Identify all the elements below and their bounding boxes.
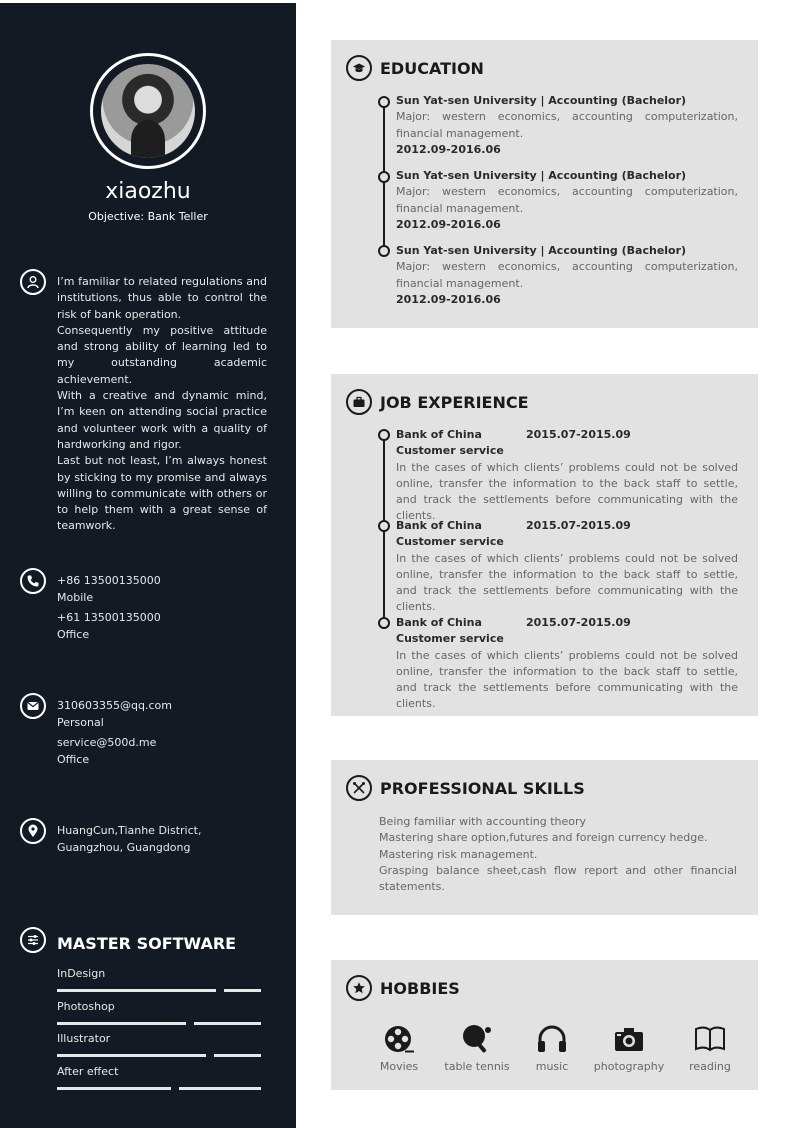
company: Bank of China bbox=[396, 428, 482, 441]
company: Bank of China bbox=[396, 616, 482, 629]
period: 2015.07-2015.09 bbox=[526, 428, 631, 441]
period: 2015.07-2015.09 bbox=[526, 616, 631, 629]
software-name: InDesign bbox=[57, 967, 106, 980]
about-paragraph: With a creative and dynamic mind, I’m keen on attending social practice and volunteer work with a quality of hardworking and rigor. bbox=[57, 389, 267, 451]
education-title: EDUCATION bbox=[380, 58, 484, 78]
phone-office[interactable]: +61 13500135000 bbox=[57, 611, 161, 624]
hobby-reading bbox=[687, 1024, 733, 1073]
email-office-label: Office bbox=[57, 752, 90, 766]
sliders-icon bbox=[20, 927, 46, 953]
email-personal[interactable]: 310603355@qq.com bbox=[57, 699, 172, 712]
company: Bank of China bbox=[396, 519, 482, 532]
job-description: In the cases of which clients’ problems could not be solved online, transfer the information to the back staff to settle, and track the settlements before communicating with the clients. bbox=[396, 551, 738, 614]
software-item bbox=[57, 1000, 261, 1025]
hobby-label: music bbox=[535, 1060, 569, 1073]
hobbies-header bbox=[346, 975, 460, 1001]
education-section bbox=[331, 40, 758, 328]
phone-mobile[interactable]: +86 13500135000 bbox=[57, 574, 161, 587]
job-entry bbox=[396, 615, 738, 713]
major: Major: western economics, accounting computerization, financial management. bbox=[396, 260, 738, 290]
timeline-dot bbox=[378, 429, 390, 441]
about-paragraph: Consequently my positive attitude and strong ability of learning led to my outstanding academic achievement. bbox=[57, 323, 267, 386]
ping-pong-icon bbox=[461, 1024, 493, 1054]
job-entry bbox=[396, 427, 738, 525]
avatar-ring bbox=[90, 53, 206, 169]
film-reel-icon bbox=[383, 1024, 415, 1054]
software-item bbox=[57, 1065, 261, 1090]
skill-line: Mastering share option,futures and foreign currency hedge. bbox=[379, 831, 708, 845]
job-header bbox=[346, 389, 529, 415]
skills-header bbox=[346, 775, 585, 801]
camera-icon bbox=[613, 1024, 645, 1054]
software-title: MASTER SOFTWARE bbox=[57, 934, 237, 953]
phone-icon bbox=[20, 568, 46, 594]
job-description: In the cases of which clients’ problems could not be solved online, transfer the information to the back staff to settle, and track the settlements before communicating with the clients. bbox=[396, 648, 738, 711]
role: Customer service bbox=[396, 632, 504, 646]
hobby-music bbox=[534, 1024, 570, 1073]
job-section bbox=[331, 374, 758, 716]
email-office[interactable]: service@500d.me bbox=[57, 736, 157, 749]
hobbies-section bbox=[331, 960, 758, 1090]
software-level-bar bbox=[57, 1054, 261, 1057]
hobby-label: table tennis bbox=[444, 1060, 510, 1073]
mail-icon bbox=[20, 693, 46, 719]
tools-icon bbox=[346, 775, 372, 801]
graduation-cap-icon bbox=[346, 55, 372, 81]
email-personal-label: Personal bbox=[57, 715, 104, 729]
about-paragraph: Last but not least, I’m always honest by sticking to my promise and always willing to communicate with others or to help them with a great sense of teamwork. bbox=[57, 454, 267, 533]
education-header bbox=[346, 55, 484, 81]
phone-mobile-label: Mobile bbox=[57, 590, 94, 604]
hobby-photography bbox=[593, 1024, 665, 1073]
hobbies-title: HOBBIES bbox=[380, 978, 460, 998]
about-paragraph: I’m familiar to related regulations and institutions, thus able to control the risk of bank operation. bbox=[57, 275, 267, 321]
software-level-bar bbox=[57, 1087, 261, 1090]
job-description: In the cases of which clients’ problems could not be solved online, transfer the information to the back staff to settle, and track the settlements before communicating with the clients. bbox=[396, 460, 738, 523]
skill-line: Being familiar with accounting theory bbox=[379, 815, 587, 828]
education-entry bbox=[396, 243, 738, 308]
phone-block bbox=[57, 573, 161, 643]
profile-summary bbox=[57, 274, 267, 535]
hobby-movies bbox=[379, 1024, 419, 1073]
address-block bbox=[57, 823, 269, 856]
software-item bbox=[57, 1032, 261, 1057]
timeline-dot bbox=[378, 96, 390, 108]
profile-name: xiaozhu bbox=[105, 179, 191, 204]
email-block bbox=[57, 698, 172, 768]
job-title: JOB EXPERIENCE bbox=[380, 392, 529, 412]
phone-office-label: Office bbox=[57, 627, 90, 641]
person-icon bbox=[20, 269, 46, 295]
software-name: Photoshop bbox=[57, 1000, 115, 1013]
software-item bbox=[57, 967, 261, 992]
period: 2012.09-2016.06 bbox=[396, 292, 501, 306]
skills-list bbox=[379, 814, 737, 895]
period: 2012.09-2016.06 bbox=[396, 217, 501, 231]
profile-objective: Objective: Bank Teller bbox=[88, 210, 208, 223]
location-pin-icon bbox=[20, 818, 46, 844]
major: Major: western economics, accounting computerization, financial management. bbox=[396, 185, 738, 215]
role: Customer service bbox=[396, 535, 504, 549]
role: Customer service bbox=[396, 444, 504, 458]
hobby-table-tennis bbox=[444, 1024, 510, 1073]
star-icon bbox=[346, 975, 372, 1001]
software-level-bar bbox=[57, 1022, 261, 1025]
education-entry bbox=[396, 168, 738, 233]
education-entry bbox=[396, 93, 738, 158]
timeline-dot bbox=[378, 520, 390, 532]
briefcase-icon bbox=[346, 389, 372, 415]
period: 2012.09-2016.06 bbox=[396, 142, 501, 156]
software-name: Illustrator bbox=[57, 1032, 111, 1045]
skill-line: Mastering risk management. bbox=[379, 847, 538, 861]
hobby-label: photography bbox=[593, 1060, 665, 1073]
timeline-dot bbox=[378, 245, 390, 257]
school-name: Sun Yat-sen University | Accounting (Bachelor) bbox=[396, 244, 687, 257]
book-icon bbox=[694, 1024, 726, 1054]
headphones-icon bbox=[536, 1024, 568, 1054]
period: 2015.07-2015.09 bbox=[526, 519, 631, 532]
skills-section bbox=[331, 760, 758, 915]
skills-title: PROFESSIONAL SKILLS bbox=[380, 778, 585, 798]
timeline-dot bbox=[378, 171, 390, 183]
school-name: Sun Yat-sen University | Accounting (Bachelor) bbox=[396, 169, 687, 182]
software-level-bar bbox=[57, 989, 261, 992]
hobby-label: Movies bbox=[379, 1060, 419, 1073]
address: HuangCun,Tianhe District, Guangzhou, Guangdong bbox=[57, 824, 202, 854]
software-name: After effect bbox=[57, 1065, 119, 1078]
major: Major: western economics, accounting computerization, financial management. bbox=[396, 110, 738, 140]
hobby-label: reading bbox=[689, 1060, 731, 1073]
skill-line: Grasping balance sheet,cash flow report and other financial statements. bbox=[379, 863, 737, 894]
avatar bbox=[101, 64, 195, 158]
sidebar bbox=[0, 3, 296, 1128]
school-name: Sun Yat-sen University | Accounting (Bachelor) bbox=[396, 94, 687, 107]
timeline-dot bbox=[378, 617, 390, 629]
job-entry bbox=[396, 518, 738, 616]
